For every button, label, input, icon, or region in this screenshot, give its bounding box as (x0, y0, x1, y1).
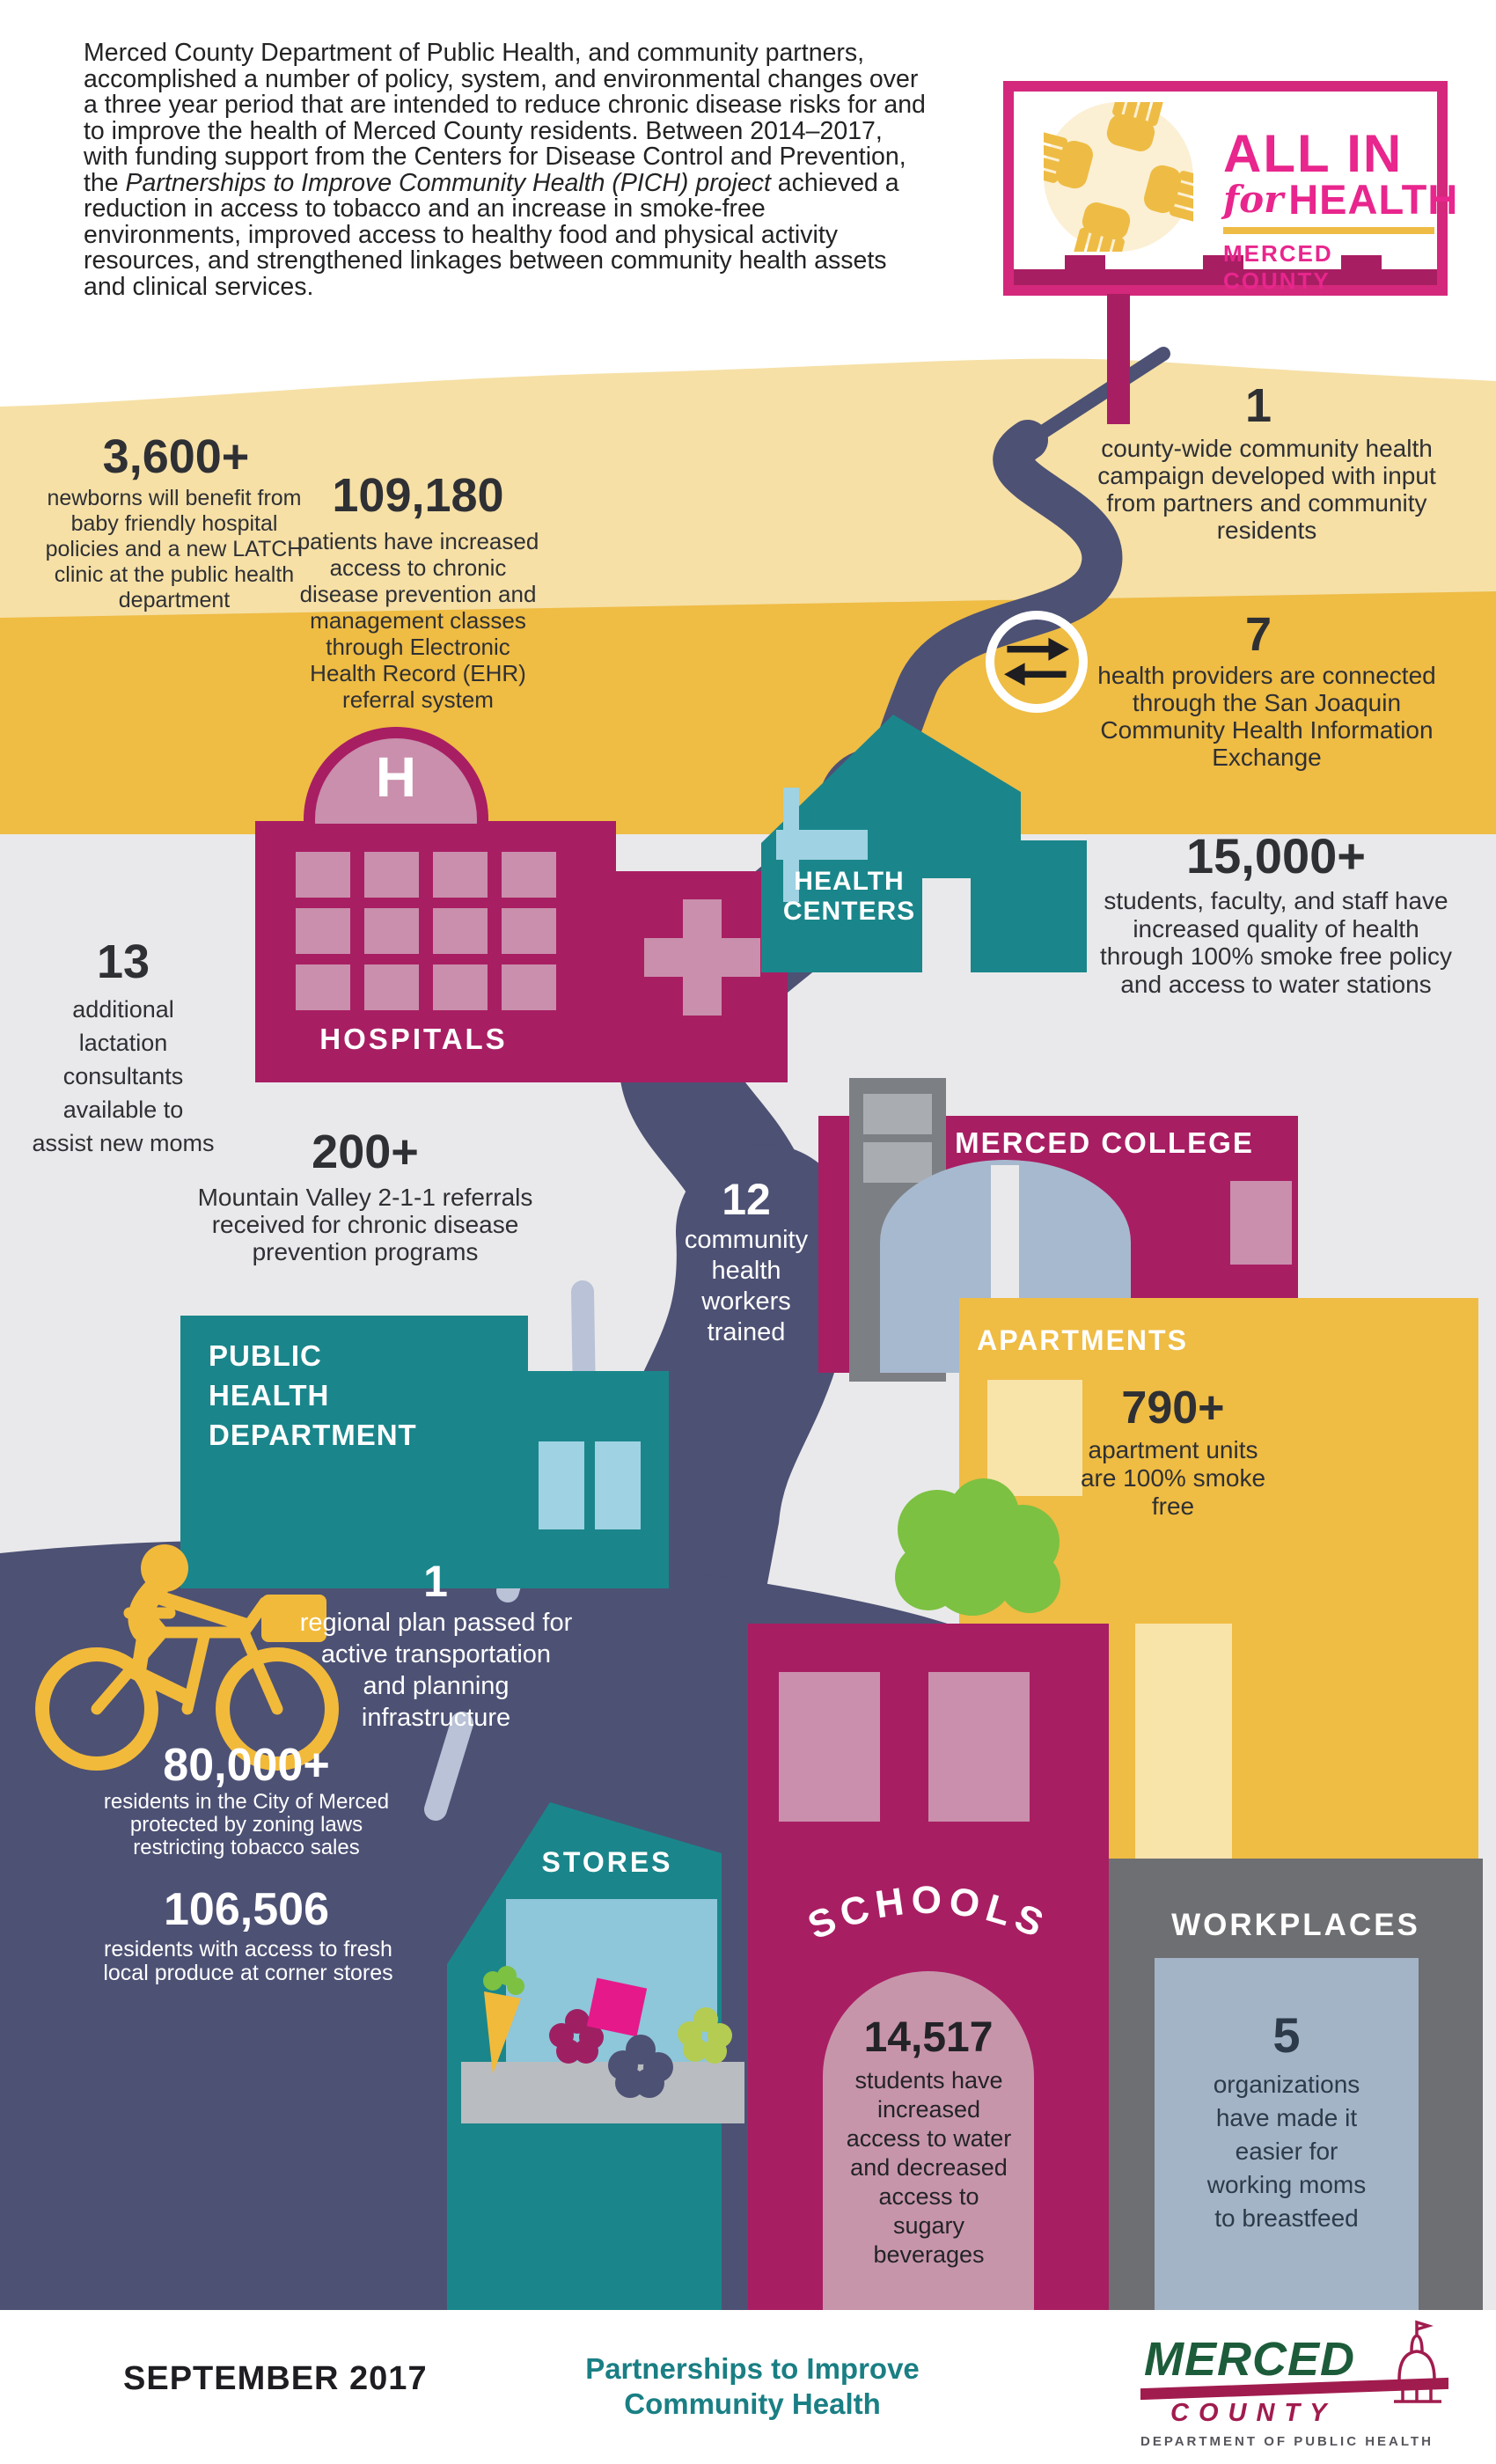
hospital-window (364, 852, 419, 898)
billboard-subtitle: MERCED COUNTY (1223, 240, 1333, 294)
hospital-window (433, 908, 488, 954)
exchange-arrows-icon (1000, 627, 1074, 697)
billboard-pole (1107, 294, 1130, 424)
stat-workplaces-label: organizations have made it easier for working moms to breastfeed (1206, 2071, 1367, 2232)
stat-regional-plan-value: 1 (423, 1557, 448, 1606)
hospital-window (433, 852, 488, 898)
billboard-tab (1065, 255, 1105, 269)
capitol-icon (1373, 2316, 1461, 2417)
stat-campaign-label: county-wide community health campaign developed with input from partners and community residents (1097, 435, 1436, 544)
hospital-window (364, 908, 419, 954)
schools-label: SCHOOLS (802, 1878, 1055, 1948)
produce-display (458, 1958, 748, 2134)
stat-patients-value: 109,180 (332, 469, 504, 522)
college-tower-window (863, 1142, 932, 1183)
pink-box-icon (587, 1978, 647, 2037)
hospital-window (296, 964, 350, 1010)
public-health-label: PUBLIC HEALTH DEPARTMENT (209, 1339, 417, 1451)
stat-zoning-label: residents in the City of Merced protected by zoning laws restricting tobacco sales (103, 1790, 390, 1859)
intro-text-italic: Partnerships to Improve Community Health (PICH) project (125, 168, 771, 197)
hospital-window (502, 908, 556, 954)
hospital-window (364, 964, 419, 1010)
stat-college-students-label: students, faculty, and staff have increased quality of health through 100% smoke free policy and access to water stations (1100, 887, 1452, 998)
green-grapes-icon (678, 2007, 732, 2064)
stat-college-students-value: 15,000+ (1186, 828, 1366, 884)
stat-school-students-value: 14,517 (863, 2014, 994, 2061)
stat-lactation-value: 13 (96, 935, 150, 988)
apartment-window (1135, 1624, 1232, 1859)
stat-lactation-label: additional lactation consultants available to assist new moms (32, 996, 215, 1156)
stat-providers-label: health providers are connected through the San Joaquin Community Health Information Exchange (1097, 662, 1436, 771)
stat-campaign-value: 1 (1244, 379, 1272, 432)
stat-produce-label: residents with access to fresh local produce at corner stores (103, 1937, 393, 1985)
county-logo-county: COUNTY (1170, 2399, 1337, 2427)
stat-school-students-label: students have increased access to water and decreased access to sugary beverages (846, 2067, 1012, 2268)
county-logo-merced: MERCED (1144, 2333, 1356, 2386)
billboard-health: HEALTH (1288, 176, 1459, 223)
bush-icon (889, 1478, 1065, 1626)
apartments-label: APARTMENTS (977, 1324, 1188, 1356)
billboard-text (1223, 124, 1459, 295)
stat-health-workers-value: 12 (722, 1175, 771, 1224)
stat-referrals-label: Mountain Valley 2-1-1 referrals received for chronic disease prevention programs (197, 1184, 533, 1265)
hospital-window (502, 964, 556, 1010)
footer-program: Partnerships to Improve Community Health (585, 2352, 920, 2420)
billboard-for: for (1223, 178, 1284, 221)
stat-produce-value: 106,506 (164, 1884, 329, 1935)
helping-hands-icon (1044, 102, 1193, 252)
health-centers-label: HEALTH CENTERS (782, 867, 916, 926)
stat-regional-plan-label: regional plan passed for active transportation and planning infrastructure (299, 1609, 573, 1732)
health-centers-building (757, 711, 1091, 975)
school-window (928, 1672, 1030, 1822)
intro-paragraph (84, 40, 928, 300)
billboard-title: ALL IN (1223, 124, 1404, 183)
stat-providers-value: 7 (1244, 608, 1272, 661)
intro-text-2: achieved a reduction in access to tobacco and an increase in smoke-free environments, improved access to healthy food and physical activity resources, and strengthened linkages between community health assets and clinical services. (84, 168, 899, 301)
hospital-window (296, 908, 350, 954)
hospital-dome (304, 727, 488, 824)
stat-referrals-value: 200+ (312, 1126, 419, 1178)
schools-label-arc (748, 1839, 1109, 1980)
college-window (1230, 1181, 1292, 1265)
hospital-window (502, 852, 556, 898)
svg-text:SCHOOLS (802, 1879, 1054, 1948)
merced-college-label: MERCED COLLEGE (955, 1126, 1254, 1159)
hospital-cross-icon (644, 938, 760, 977)
stat-patients-label: patients have increased access to chronic disease prevention and management classes through Electronic Health Record (EHR) referral system (297, 528, 539, 713)
stat-zoning-value: 80,000+ (163, 1740, 330, 1791)
stores-label: STORES (541, 1846, 673, 1878)
intro-text-1: Merced County Department of Public Health, and community partners, accomplished a number of policy, system, and environmental changes over a three year period that are intended to reduce chronic disease risks for and to improve the health of Merced County residents. Between 2014–2017, with funding support from the Centers for Disease Control and Prevention, the (84, 39, 926, 197)
county-logo-dept: DEPARTMENT OF PUBLIC HEALTH (1140, 2434, 1434, 2449)
hospital-h-sign: H (375, 745, 417, 809)
stat-health-workers-label: community health workers trained (684, 1226, 809, 1346)
stat-newborns-label: newborns will benefit from baby friendly hospital policies and a new LATCH clinic at the public health department (45, 486, 304, 612)
workplaces-label: WORKPLACES (1171, 1908, 1420, 1942)
stat-apartments-value: 790+ (1121, 1382, 1225, 1434)
billboard-underline (1223, 227, 1434, 234)
public-health-window (539, 1441, 584, 1529)
footer-date: SEPTEMBER 2017 (123, 2360, 428, 2397)
carrot-icon (483, 1966, 524, 2074)
stat-newborns-value: 3,600+ (102, 430, 250, 483)
hospital-window (296, 852, 350, 898)
stat-apartments-label: apartment units are 100% smoke free (1080, 1436, 1266, 1520)
stat-workplaces-value: 5 (1272, 2007, 1301, 2063)
school-window (779, 1672, 880, 1822)
public-health-window (595, 1441, 641, 1529)
hospitals-label: HOSPITALS (319, 1023, 508, 1055)
shelf (461, 2062, 744, 2123)
hospital-window (433, 964, 488, 1010)
college-tower-window (863, 1094, 932, 1134)
